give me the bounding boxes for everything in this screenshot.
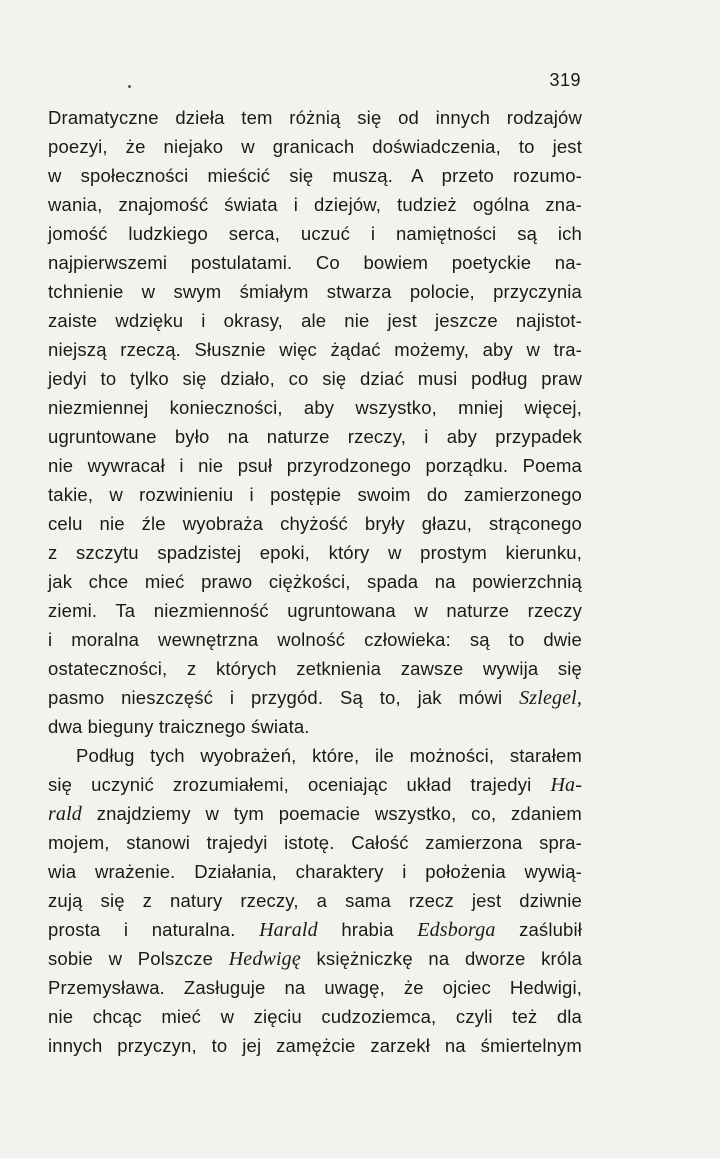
text-line: ziemi. Ta niezmienność ugruntowana w naturze rzeczy — [48, 600, 582, 621]
italic-name: Hedwigę — [228, 948, 301, 970]
text-line — [48, 944, 582, 973]
text-line: najpierwszemi postulatami. Co bowiem poetyckie na- — [48, 252, 582, 273]
text-line: celu nie źle wyobraża chyżość bryły głazu, strąconego — [48, 513, 582, 534]
text-run: księżniczkę na dworze króla — [316, 948, 583, 969]
text-line: w społeczności mieścić się muszą. A przeto rozumo- — [48, 165, 582, 186]
text-line: jedyi to tylko się działo, co się dziać musi podług praw — [48, 368, 582, 389]
text-run: sobie w Polszcze — [48, 948, 214, 969]
text-line: niezmiennej konieczności, aby wszystko, mniej więcej, — [48, 397, 582, 418]
text-line — [48, 683, 582, 712]
text-line: Dramatyczne dzieła tem różnią się od innych rodzajów — [48, 107, 582, 128]
text-line: nie chcąc mieć w zięciu cudzoziemca, czyli też dla — [48, 1006, 582, 1027]
text-line: tchnienie w swym śmiałym stwarza polocie, przyczynia — [48, 281, 582, 302]
text-line: poezyi, że niejako w granicach doświadczenia, to jest — [48, 136, 582, 157]
text-line: takie, w rozwinieniu i postępie swoim do zamierzonego — [48, 484, 582, 505]
body-text — [48, 103, 582, 1060]
text-line: ugruntowane było na naturze rzeczy, i aby przypadek — [48, 426, 582, 447]
text-line — [48, 915, 582, 944]
italic-name: rald — [48, 803, 82, 825]
text-line: zują się z natury rzeczy, a sama rzecz jest dziwnie — [48, 890, 582, 911]
italic-name: Szlegel, — [519, 687, 583, 709]
text-line: i moralna wewnętrzna wolność człowieka: są to dwie — [48, 629, 582, 650]
paragraph-start-line: Podług tych wyobrażeń, które, ile możności, starałem — [76, 745, 582, 766]
text-line: wia wrażenie. Działania, charaktery i położenia wywią- — [48, 861, 582, 882]
italic-name: Edsborga — [417, 919, 496, 941]
text-line: Przemysława. Zasługuje na uwagę, że ojciec Hedwigi, — [48, 977, 582, 998]
text-line: niejszą rzeczą. Słusznie więc żądać możemy, aby w tra- — [48, 339, 582, 360]
page-number: 319 — [549, 70, 581, 90]
text-line: nie wywracał i nie psuł przyrodzonego porządku. Poema — [48, 455, 582, 476]
text-run: się uczynić zrozumiałemi, oceniając układ trajedyi — [48, 774, 532, 795]
text-line: dwa bieguny traicznego świata. — [48, 716, 310, 737]
text-line: wania, znajomość świata i dziejów, tudzież ogólna zna- — [48, 194, 582, 215]
italic-name: Ha- — [550, 774, 583, 796]
text-line: innych przyczyn, to jej zamężcie zarzekł na śmiertelnym — [48, 1035, 582, 1056]
text-run: zaślubił — [519, 919, 582, 940]
text-line: mojem, stanowi trajedyi istotę. Całość zamierzona spra- — [48, 832, 582, 853]
text-run: prosta i naturalna. — [48, 919, 236, 940]
text-line: jomość ludzkiego serca, uczuć i namiętności są ich — [48, 223, 582, 244]
text-run: znajdziemy w tym poemacie wszystko, co, zdaniem — [96, 803, 582, 824]
text-run: hrabia — [341, 919, 394, 940]
page-speck — [128, 85, 131, 88]
italic-name: Harald — [259, 919, 318, 941]
text-line — [48, 799, 582, 828]
text-line: ostateczności, z których zetknienia zawsze wywija się — [48, 658, 582, 679]
text-line — [48, 770, 582, 799]
text-line: jak chce mieć prawo ciężkości, spada na powierzchnią — [48, 571, 582, 592]
text-run: pasmo nieszczęść i przygód. Są to, jak mówi — [48, 687, 503, 708]
text-line: z szczytu spadzistej epoki, który w prostym kierunku, — [48, 542, 582, 563]
text-line: zaiste wdzięku i okrasy, ale nie jest jeszcze najistot- — [48, 310, 582, 331]
